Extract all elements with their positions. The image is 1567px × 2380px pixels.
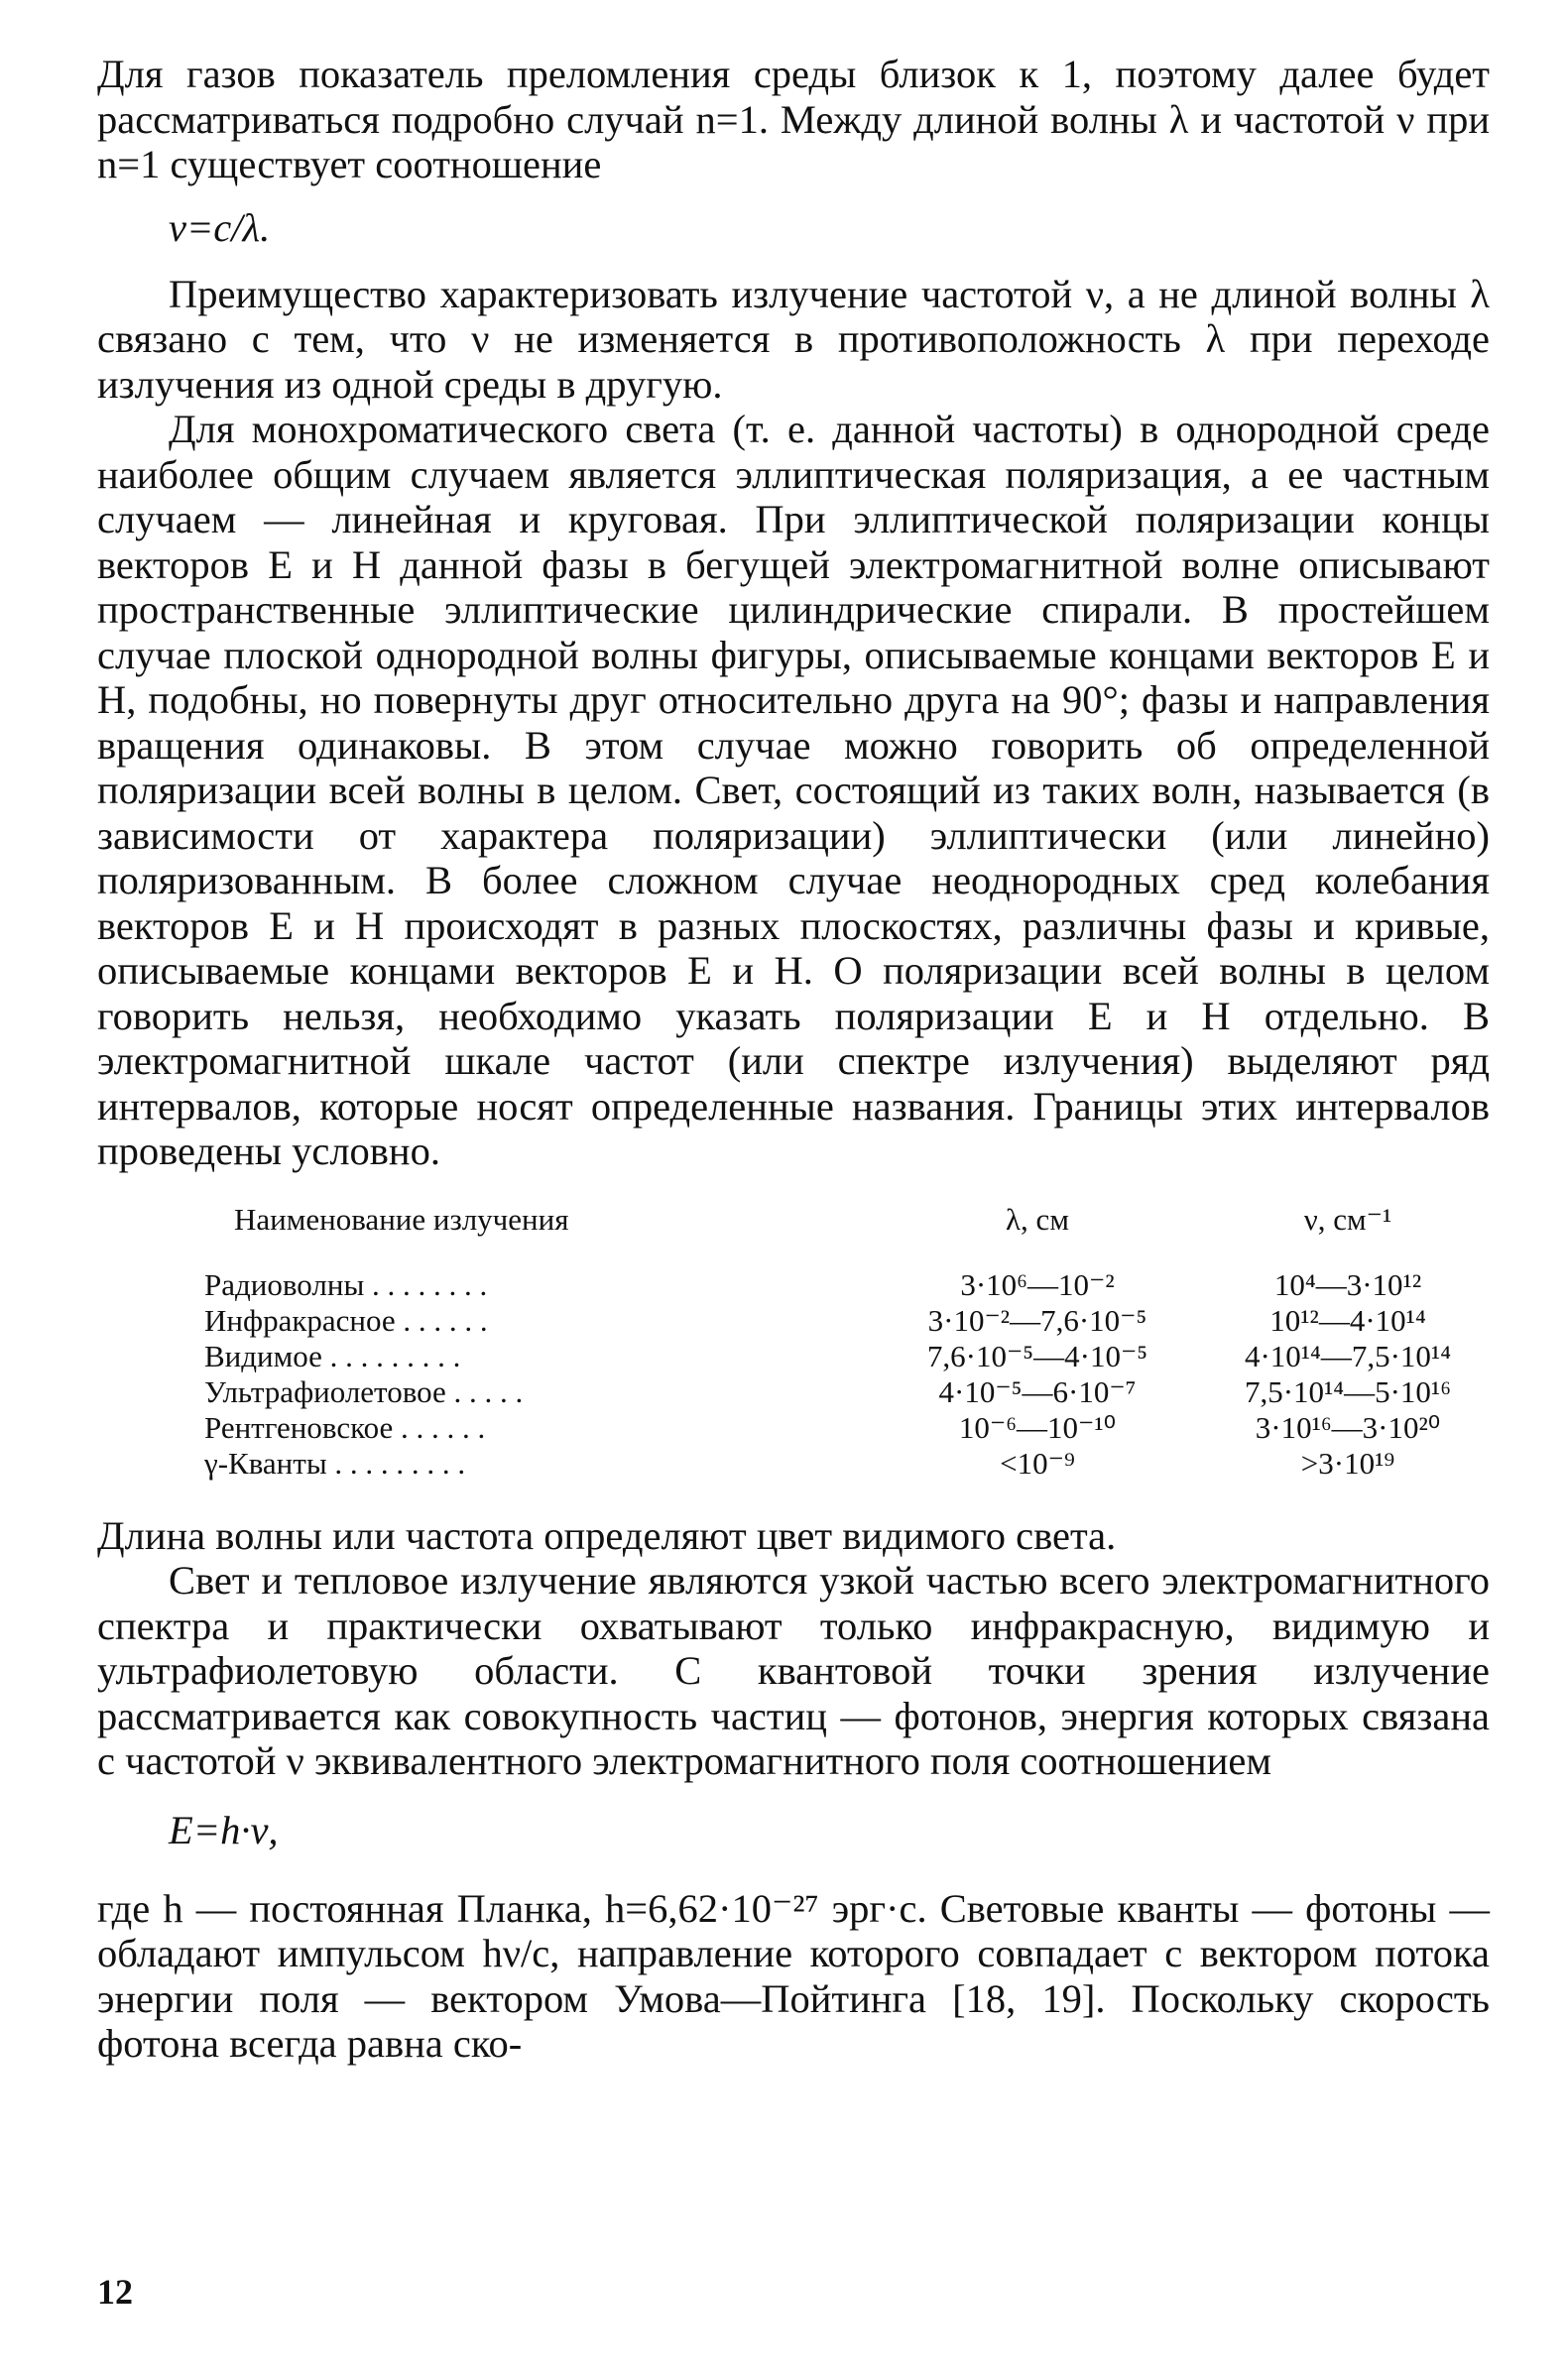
table-row <box>97 1339 1490 1374</box>
frequency-range: 3·10¹⁶—3·10²⁰ <box>1255 1409 1441 1445</box>
radiation-name: Ультрафиолетовое . . . . . <box>204 1373 524 1409</box>
radiation-name: Рентгеновское . . . . . . <box>204 1409 486 1445</box>
radiation-name: Инфракрасное . . . . . . <box>204 1302 488 1338</box>
frequency-range: 10⁴—3·10¹² <box>1273 1266 1422 1302</box>
paragraph-gas-refraction: Для газов показатель преломления среды близок к 1, поэтому далее будет рассматриваться подробно случай n=1. Между длиной волны λ и частотой ν при n=1 существует соотношение <box>97 52 1490 186</box>
wavelength-range: <10⁻⁹ <box>1000 1445 1075 1481</box>
radiation-name: Видимое . . . . . . . . . <box>204 1338 461 1373</box>
radiation-ranges-table <box>97 1202 1490 1482</box>
spectrum-table <box>97 1202 1490 1482</box>
wavelength-range: 3·10⁻²—7,6·10⁻⁵ <box>927 1302 1147 1338</box>
wavelength-range: 10⁻⁶—10⁻¹⁰ <box>958 1409 1117 1445</box>
frequency-range: 7,5·10¹⁴—5·10¹⁶ <box>1244 1373 1452 1409</box>
header-wavelength: λ, см <box>1006 1201 1069 1237</box>
header-name: Наименование излучения <box>234 1201 569 1237</box>
page-number: 12 <box>97 2272 133 2312</box>
frequency-range: >3·10¹⁹ <box>1300 1445 1395 1481</box>
paragraph-frequency-advantage: Преимущество характеризовать излучение частотой ν, а не длиной волны λ связано с тем, что ν не изменяется в противоположность λ при переходе излучения из одной среды в другую. <box>97 271 1490 407</box>
paragraph-photons: Свет и тепловое излучение являются узкой частью всего электромагнитного спектра и практически охватывают только инфракрасную, видимую и ультрафиолетовую области. С квантовой точки зрения излучение рассматривается как совокупность частиц — фотонов, энергия которых связана с частотой ν эквивалентного электромагнитного поля соотношением <box>97 1558 1490 1783</box>
table-row <box>97 1410 1490 1446</box>
table-row <box>97 1446 1490 1482</box>
page-content <box>97 52 1490 2067</box>
radiation-name: Радиоволны . . . . . . . . <box>204 1266 488 1302</box>
table-row <box>97 1267 1490 1303</box>
wavelength-range: 7,6·10⁻⁵—4·10⁻⁵ <box>926 1338 1148 1373</box>
paragraph-visible-color: Длина волны или частота определяют цвет видимого света. <box>97 1512 1117 1558</box>
wavelength-range: 3·10⁶—10⁻² <box>960 1266 1115 1302</box>
radiation-name: γ-Кванты . . . . . . . . . <box>204 1445 466 1481</box>
frequency-range: 10¹²—4·10¹⁴ <box>1269 1302 1426 1338</box>
header-frequency: ν, см⁻¹ <box>1303 1201 1392 1237</box>
table-row <box>97 1303 1490 1339</box>
paragraph-planck-constant: где h — постоянная Планка, h=6,62·10⁻²⁷ эрг·с. Световые кванты — фотоны — обладают импульсом hν/c, направление которого совпадает с вектором потока энергии поля — вектором Умова—Пойтинга [18, 19]. Поскольку скорость фотона всегда равна ско- <box>97 1885 1490 2066</box>
formula-photon-energy: E=h·ν, <box>169 1807 279 1852</box>
formula-frequency-wavelength: ν=c/λ. <box>169 204 271 250</box>
wavelength-range: 4·10⁻⁵—6·10⁻⁷ <box>938 1373 1137 1409</box>
table-row <box>97 1374 1490 1410</box>
table-header-row <box>97 1202 1490 1267</box>
frequency-range: 4·10¹⁴—7,5·10¹⁴ <box>1244 1338 1452 1373</box>
paragraph-polarization: Для монохроматического света (т. е. данной частоты) в однородной среде наиболее общим случаем является эллиптическая поляризация, а ее частным случаем — линейная и круговая. При эллиптической поляризации концы векторов E и H данной фазы в бегущей электромагнитной волне описывают пространственные эллиптические цилиндрические спирали. В простейшем случае плоской однородной волны фигуры, описываемые концами векторов E и H, подобны, но повернуты друг относительно друга на 90°; фазы и направления вращения одинаковы. В этом случае можно говорить об определенной поляризации всей волны в целом. Свет, состоящий из таких волн, называется (в зависимости от характера поляризации) эллиптически (или линейно) поляризованным. В более сложном случае неоднородных сред колебания векторов E и H происходят в разных плоскостях, различны фазы и кривые, описываемые концами векторов E и H. О поляризации всей волны в целом говорить нельзя, необходимо указать поляризации E и H отдельно. В электромагнитной шкале частот (или спектре излучения) выделяют ряд интервалов, которые носят определенные названия. Границы этих интервалов проведены условно. <box>97 407 1490 1173</box>
